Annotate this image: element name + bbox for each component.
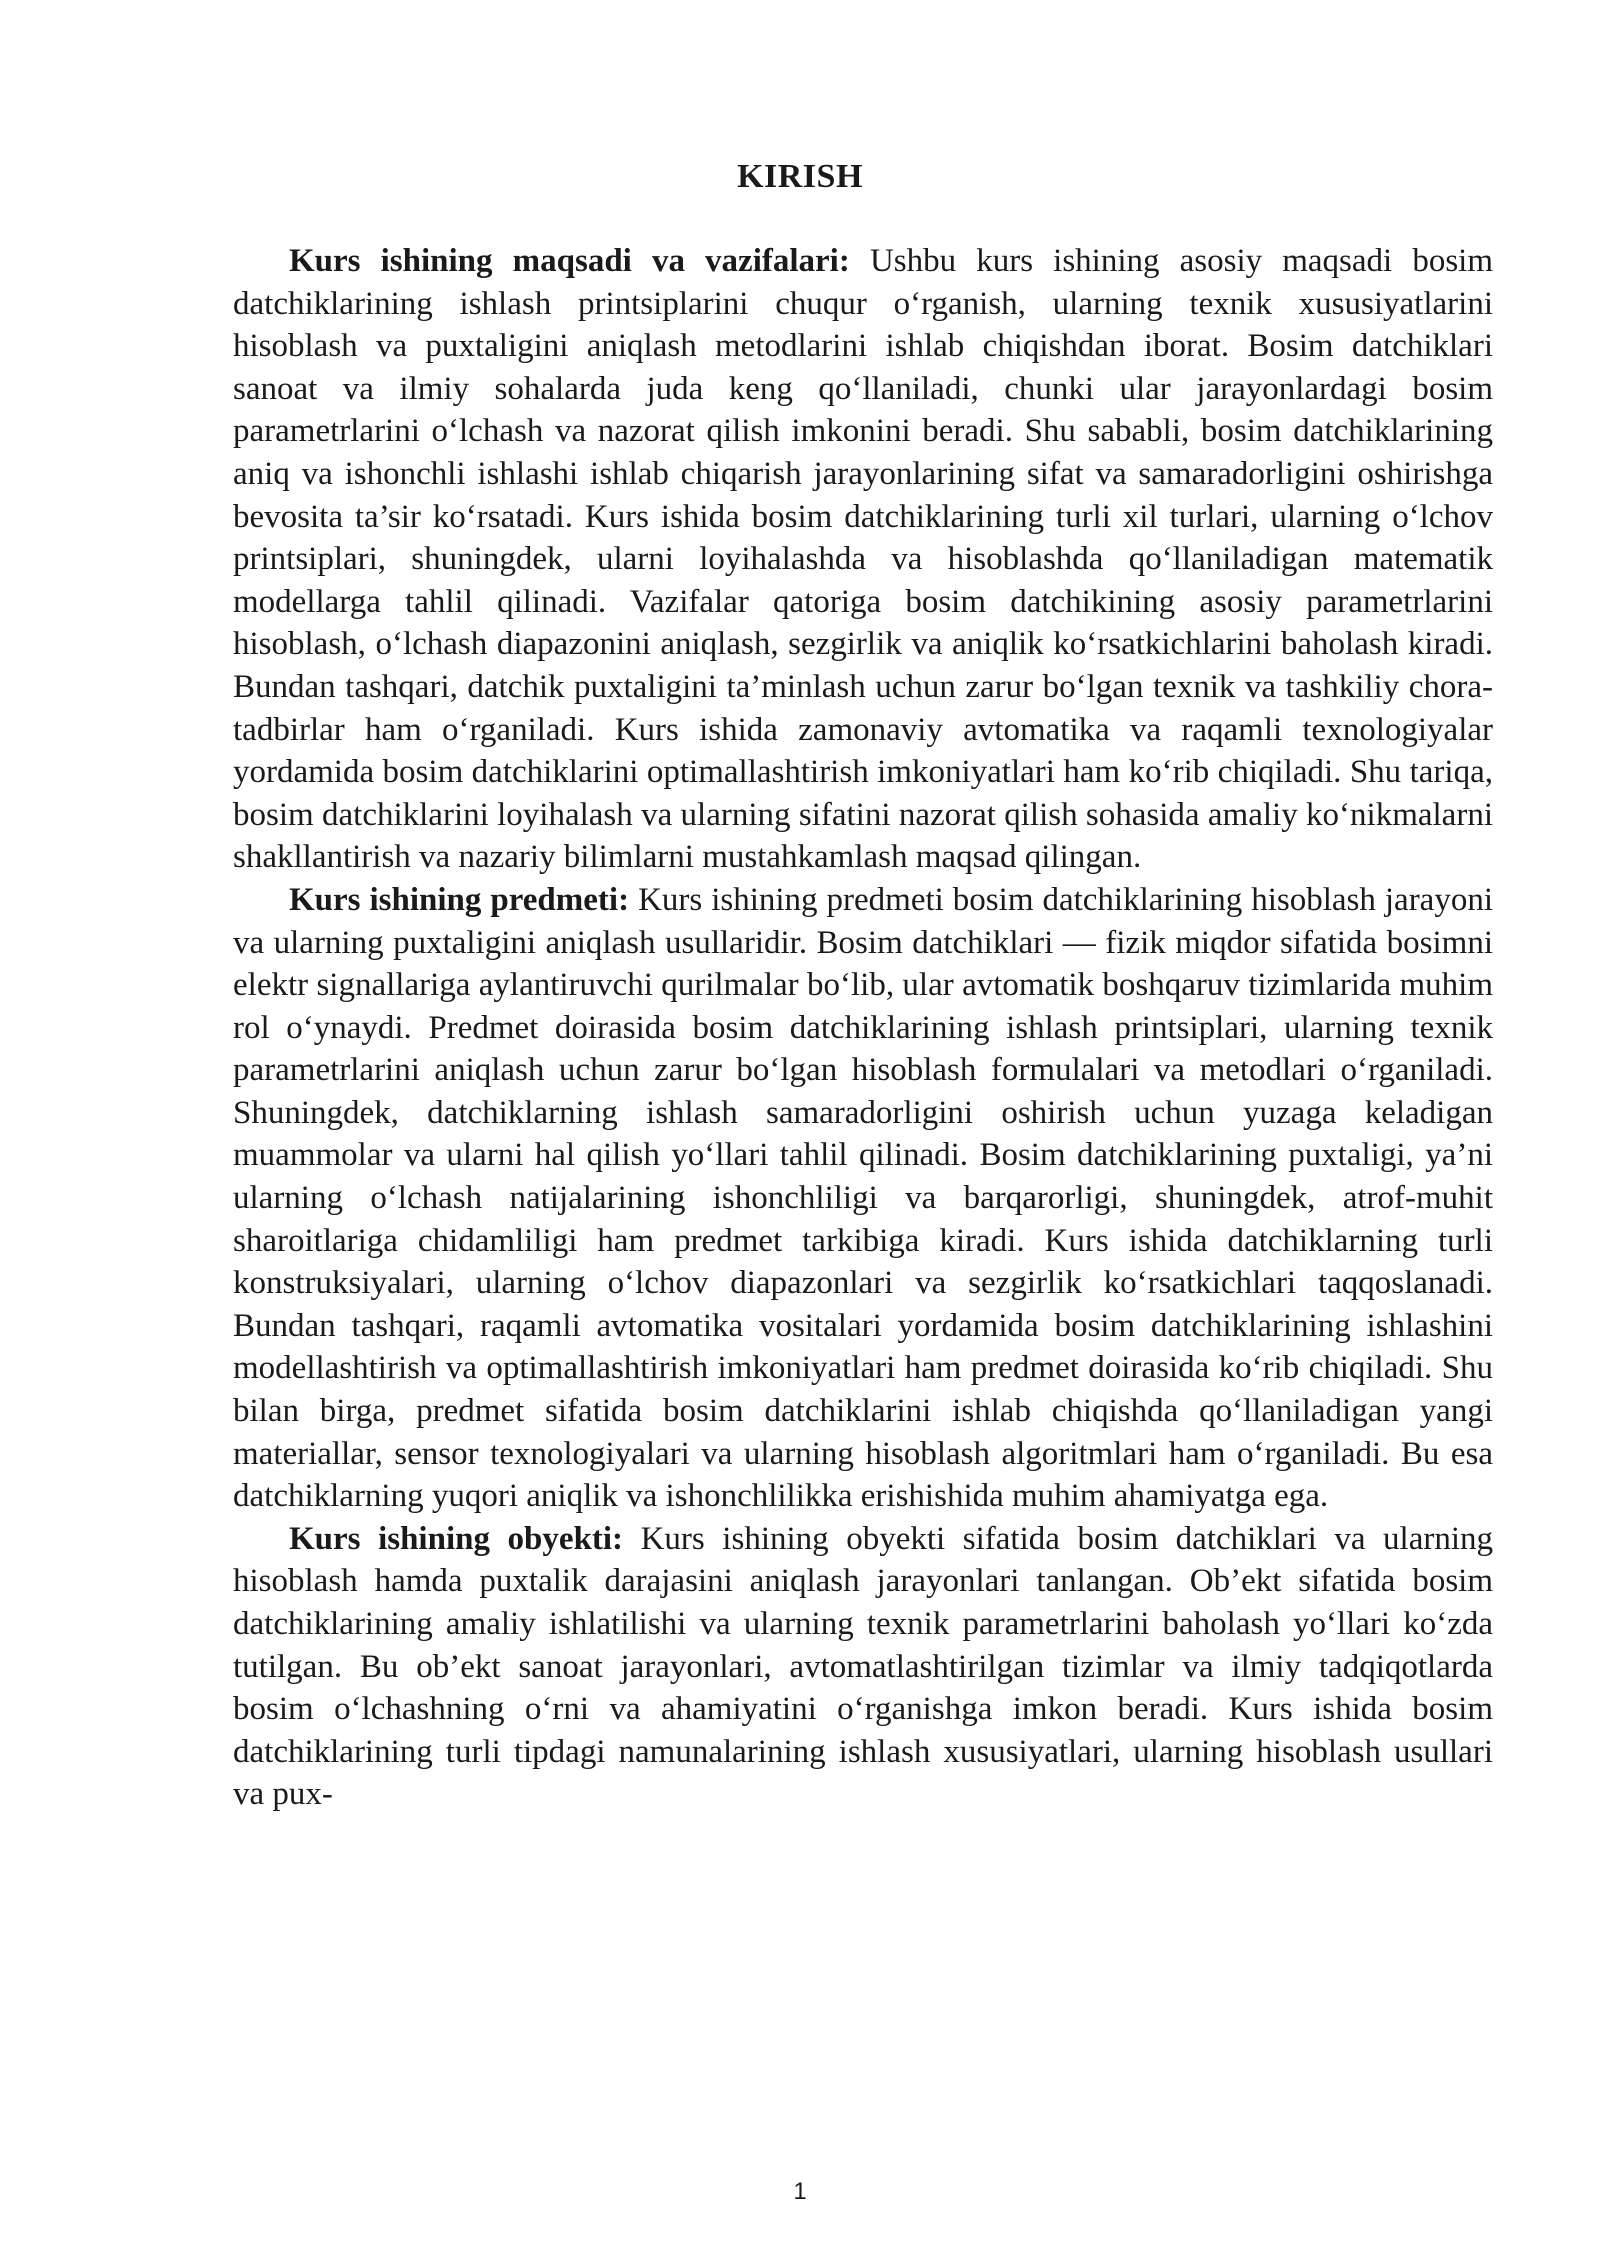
section-purpose-paragraph (233, 240, 1493, 879)
section-purpose-text: Ushbu kurs ishining asosiy maqsadi bosim datchiklarining ishlash printsiplarini chuqur o‘rganish, ularning texnik xususiyatlarini hisoblash va puxtaligini aniqlash metodlarini ishlab chiqishdan iborat. Bosim datchiklari sanoat va ilmiy sohalarda juda keng qo‘llaniladi, chunki ular jarayonlardagi bosim parametrlarini o‘lchash va nazorat qilish imkonini beradi. Shu sababli, bosim datchiklarining aniq va ishonchli ishlashi ishlab chiqarish jarayonlarining sifat va samaradorligini oshirishga bevosita ta’sir ko‘rsatadi. Kurs ishida bosim datchiklarining turli xil turlari, ularning o‘lchov printsiplari, shuningdek, ularni loyihalashda va hisoblashda qo‘llaniladigan matematik modellarga tahlil qilinadi. Vazifalar qatoriga bosim datchikining asosiy parametrlarini hisoblash, o‘lchash diapazonini aniqlash, sezgirlik va aniqlik ko‘rsatkichlarini baholash kiradi. Bundan tashqari, datchik puxtaligini ta’minlash uchun zarur bo‘lgan texnik va tashkiliy chora-tadbirlar ham o‘rganiladi. Kurs ishida zamonaviy avtomatika va raqamli texnologiyalar yordamida bosim datchiklarini optimallashtirish imkoniyatlari ham ko‘rib chiqiladi. Shu tariqa, bosim datchiklarini loyihalash va ularning sifatini nazorat qilish sohasida amaliy ko‘nikmalarni shakllantirish va nazariy bilimlarni mustahkamlash maqsad qilingan. (233, 243, 1493, 876)
section-subject-heading: Kurs ishining predmeti: (289, 881, 630, 918)
section-subject-text: Kurs ishining predmeti bosim datchiklarining hisoblash jarayoni va ularning puxtaligini aniqlash usullaridir. Bosim datchiklari — fizik miqdor sifatida bosimni elektr signallariga aylantiruvchi qurilmalar bo‘lib, ular avtomatik boshqaruv tizimlarida muhim rol o‘ynaydi. Predmet doirasida bosim datchiklarining ishlash printsiplari, ularning texnik parametrlarini aniqlash uchun zarur bo‘lgan hisoblash formulalari va metodlari o‘rganiladi. Shuningdek, datchiklarning ishlash samaradorligini oshirish uchun yuzaga keladigan muammolar va ularni hal qilish yo‘llari tahlil qilinadi. Bosim datchiklarining puxtaligi, ya’ni ularning o‘lchash natijalarining ishonchliligi va barqarorligi, shuningdek, atrof-muhit sharoitlariga chidamliligi ham predmet tarkibiga kiradi. Kurs ishida datchiklarning turli konstruksiyalari, ularning o‘lchov diapazonlari va sezgirlik ko‘rsatkichlari taqqoslanadi. Bundan tashqari, raqamli avtomatika vositalari yordamida bosim datchiklarining ishlashini modellashtirish va optimallashtirish imkoniyatlari ham predmet doirasida ko‘rib chiqiladi. Shu bilan birga, predmet sifatida bosim datchiklarini ishlab chiqishda qo‘llaniladigan yangi materiallar, sensor texnologiyalari va ularning hisoblash algoritmlari ham o‘rganiladi. Bu esa datchiklarning yuqori aniqlik va ishonchlilikka erishishida muhim ahamiyatga ega. (233, 881, 1493, 1515)
document-body (233, 240, 1493, 1816)
section-purpose-heading: Kurs ishining maqsadi va vazifalari: (289, 243, 850, 279)
section-object-heading: Kurs ishining obyekti: (289, 1520, 624, 1557)
section-object-paragraph (233, 1518, 1493, 1816)
section-object-text: Kurs ishining obyekti sifatida bosim datchiklari va ularning hisoblash hamda puxtalik darajasini aniqlash jarayonlari tanlangan. Ob’ekt sifatida bosim datchiklarining amaliy ishlatilishi va ularning texnik parametrlarini baholash yo‘llari ko‘zda tutilgan. Bu ob’ekt sanoat jarayonlari, avtomatlashtirilgan tizimlar va ilmiy tadqiqotlarda bosim o‘lchashning o‘rni va ahamiyatini o‘rganishga imkon beradi. Kurs ishida bosim datchiklarining turli tipdagi namunalarining ishlash xususiyatlari, ularning hisoblash usullari va pux- (233, 1520, 1494, 1813)
page-title: KIRISH (737, 158, 863, 195)
page-number: 1 (793, 2178, 807, 2205)
section-subject-paragraph (233, 879, 1493, 1518)
